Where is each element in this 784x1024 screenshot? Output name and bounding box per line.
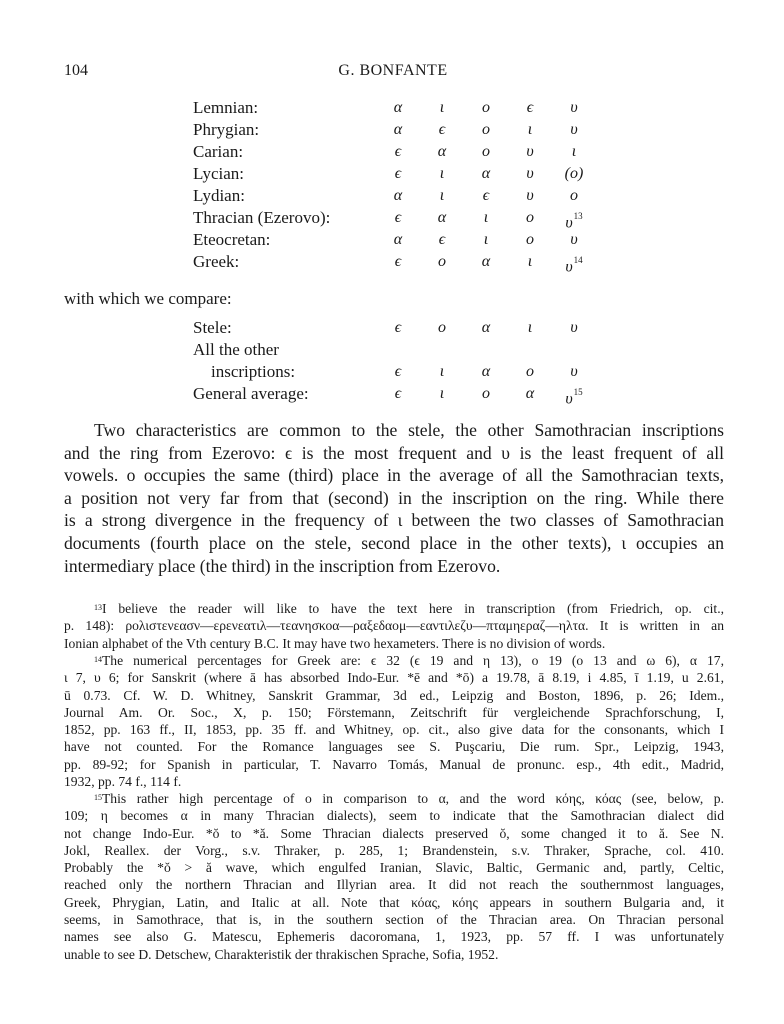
language-label: Lydian:: [193, 186, 245, 205]
footnote-line: [64, 756, 724, 773]
vowel-cell: [562, 383, 586, 410]
language-label: Carian:: [193, 142, 244, 161]
body-line: and the ring from Ezerovo: ϵ is the most frequent and υ is the least frequent of all: [64, 442, 724, 463]
vowel-cell: [474, 185, 498, 207]
vowel-cell: [386, 185, 410, 207]
language-label: Lemnian:: [193, 98, 259, 117]
vowel-cell: [474, 361, 498, 383]
vowel-cell: [386, 163, 410, 185]
vowel-cell: [474, 97, 498, 119]
footnote-line: [64, 669, 724, 686]
language-label: General average:: [193, 384, 309, 403]
footnote-15: [64, 790, 724, 963]
vowel-cell: [562, 185, 586, 207]
vowel-letter: ο: [482, 143, 490, 160]
footnote-number: 14: [94, 655, 102, 664]
vowel-letter: α: [393, 231, 403, 248]
vowel-letter: ο: [482, 385, 490, 402]
language-label: Phrygian:: [193, 120, 260, 139]
vowel-letter: ι: [527, 121, 533, 138]
vowel-letter: ι: [571, 143, 577, 160]
footnote-number: 15: [94, 793, 102, 802]
vowel-cell: [430, 383, 454, 405]
vowel-letter: ϵ: [394, 319, 402, 336]
footnote-line: [64, 687, 724, 704]
vowel-cell: [474, 207, 498, 229]
language-label: Eteocretan:: [193, 230, 271, 249]
footnote-text: ι 7, υ 6; for Sanskrit (where ā has absorbed Indo-Eur. *ē and *ō) a 19.78, ā 8.19, i 4.85, ī 1.19, u 2.61,: [64, 670, 724, 686]
vowel-letter: ϵ: [394, 363, 402, 380]
vowel-letter: α: [393, 121, 403, 138]
table-row: [0, 119, 784, 141]
body-line: intermediary place (the third) in the inscription from Ezerovo.: [64, 555, 501, 576]
vowel-cell: [562, 97, 586, 119]
running-head: G. BONFANTE: [338, 62, 448, 79]
vowel-letter: ο: [482, 121, 490, 138]
vowel-letter: ο: [482, 99, 490, 116]
table-row: [0, 185, 784, 207]
vowel-letter: ι: [483, 209, 489, 226]
page-header: [64, 62, 722, 84]
vowel-cell: [518, 207, 542, 229]
footnote-number: 13: [94, 603, 102, 612]
vowel-letter: ο: [526, 363, 534, 380]
vowel-cell: [386, 207, 410, 229]
table-row: [0, 361, 784, 383]
body-line: Two characteristics are common to the stele, the other Samothracian inscriptions: [94, 420, 724, 440]
vowel-letter: υ: [570, 99, 578, 116]
footnote-line: [64, 911, 724, 928]
footnote-text: 109; η becomes α in many Thracian dialects), seem to indicate that the Samothracian dialect did: [64, 808, 724, 824]
vowel-letter: α: [393, 187, 403, 204]
vowel-cell: [518, 141, 542, 163]
footnote-text: pp. 89-92; for Spanish in particular, T. Navarro Tomás, Manual de pronunc. esp., 4th edit., Madrid,: [64, 756, 724, 772]
footnote-14: [64, 652, 724, 790]
footnote-text: 1932, pp. 74 f., 114 f.: [64, 774, 182, 790]
footnote-text: Jokl, Reallex. der Vorg., s.v. Thraker, p. 285, 1; Brandenstein, s.v. Thraker, Sprache, col. 410.: [64, 842, 724, 858]
body-line: a position not very far from that (second) in the inscription on the ring. While there: [64, 487, 724, 508]
footnote-text: Ionian alphabet of the Vth century B.C. It may have two hexameters. There is no division of words.: [64, 635, 606, 651]
body-paragraph: [64, 419, 724, 577]
vowel-cell: [386, 317, 410, 339]
language-label: All the other: [193, 340, 279, 359]
body-line: documents (fourth place on the stele, second place in the other texts), ι occupies an: [64, 532, 724, 553]
language-label: Lycian:: [193, 164, 244, 183]
footnote-text: not change Indo-Eur. *ŏ to *ă. Some Thracian dialects preserved ŏ, some changed it to ă. See N.: [64, 825, 724, 841]
footnote-reference: 15: [573, 387, 583, 397]
vowel-letter: ο: [438, 253, 446, 270]
vowel-letter: ϵ: [394, 143, 402, 160]
footnote-line: [64, 738, 724, 755]
vowel-letter: υ: [565, 258, 573, 276]
vowel-cell: [518, 229, 542, 251]
table-row: [0, 97, 784, 119]
vowel-cell: [518, 383, 542, 405]
vowel-cell: [386, 361, 410, 383]
vowel-letter: ι: [439, 363, 445, 380]
footnote-reference: 14: [573, 255, 583, 265]
vowel-letter: ι: [439, 385, 445, 402]
footnote-text: I believe the reader will like to have the text here in transcription (from Friedrich, op. cit.,: [102, 601, 724, 616]
vowel-cell: [474, 317, 498, 339]
footnote-line: [64, 842, 724, 859]
vowel-cell: [386, 383, 410, 405]
vowel-letter: υ: [526, 143, 534, 160]
vowel-letter: α: [525, 385, 535, 402]
language-label: Greek:: [193, 252, 240, 271]
vowel-letter: α: [481, 253, 491, 270]
vowel-cell: [518, 185, 542, 207]
vowel-cell: [474, 163, 498, 185]
vowel-cell: [474, 141, 498, 163]
vowel-letter: ϵ: [394, 209, 402, 226]
vowel-cell: [430, 97, 454, 119]
footnote-text: Greek, Phrygian, Latin, and Italic at all. Note that κόας, κόης appears in southern Bulgaria and, it: [64, 894, 724, 910]
vowel-letter: ι: [483, 231, 489, 248]
vowel-cell: [430, 251, 454, 273]
footnote-text: Journal Am. Or. Soc., X, p. 150; Förstemann, Zeitschrift für vergleichende Sprachforschung, I,: [64, 704, 724, 720]
vowel-letter: ι: [439, 99, 445, 116]
footnote-text: names see also G. Matescu, Ephemeris dacoromana, 1, 1923, pp. 57 ff. I was unfortunately: [64, 929, 724, 945]
vowel-cell: [386, 97, 410, 119]
vowel-letter: υ: [570, 231, 578, 248]
vowel-cell: [474, 229, 498, 251]
vowel-cell: [562, 361, 586, 383]
footnote-line: [64, 635, 724, 652]
vowel-cell: [386, 141, 410, 163]
vowel-letter: υ: [570, 319, 578, 336]
footnote-reference: 13: [573, 211, 583, 221]
footnote-line: [64, 859, 724, 876]
vowel-cell: [518, 97, 542, 119]
vowel-letter: α: [437, 209, 447, 226]
vowel-cell: [562, 317, 586, 339]
vowel-letter: α: [437, 143, 447, 160]
vowel-letter: ο: [526, 209, 534, 226]
vowel-letter: ο: [438, 319, 446, 336]
vowel-letter: ϵ: [438, 231, 446, 248]
vowel-letter: ι: [439, 187, 445, 204]
footnote-text: reached only the northern Thracian and Illyrian area. It did not reach the southernmost languages,: [64, 877, 724, 893]
language-label: Thracian (Ezerovo):: [193, 208, 331, 227]
table-row: [0, 163, 784, 185]
footnote-line: [64, 825, 724, 842]
vowel-cell: [474, 251, 498, 273]
vowel-cell: [562, 141, 586, 163]
footnote-line: [64, 928, 724, 945]
footnote-line: [64, 721, 724, 738]
vowel-letter: (ο): [564, 165, 584, 182]
vowel-letter: α: [481, 165, 491, 182]
vowel-letter: ι: [527, 253, 533, 270]
vowel-letter: ϵ: [482, 187, 490, 204]
footnote-text: have not counted. For the Romance languages see S. Puşcariu, Die rum. Spr., Leipzig, 1943,: [64, 739, 724, 755]
compare-line: with which we compare:: [64, 289, 232, 308]
vowel-letter: υ: [565, 214, 573, 232]
footnote-line: [64, 894, 724, 911]
footnote-text: This rather high percentage of ο in comparison to α, and the word κόης, κόας (see, below, p.: [102, 791, 724, 806]
table-row: [0, 317, 784, 339]
vowel-cell: [518, 119, 542, 141]
vowel-cell: [430, 361, 454, 383]
language-label: inscriptions:: [211, 362, 296, 381]
vowel-letter: υ: [526, 165, 534, 182]
body-line: is a strong divergence in the frequency of ι between the two classes of Samothracian: [64, 510, 724, 531]
vowel-letter: ϵ: [394, 165, 402, 182]
vowel-letter: α: [481, 363, 491, 380]
table-row: [0, 141, 784, 163]
footnote-text: seems, in Samothrace, that is, in the southern section of the Thracian area. On Thracian personal: [64, 912, 724, 928]
vowel-cell: [518, 361, 542, 383]
vowel-letter: υ: [526, 187, 534, 204]
vowel-cell: [386, 119, 410, 141]
footnote-line: [64, 790, 724, 807]
vowel-letter: υ: [565, 390, 573, 408]
body-line: vowels. ο occupies the same (third) place in the average of all the Samothracian texts,: [64, 465, 724, 486]
table-row: [0, 383, 784, 408]
footnote-line: [64, 652, 724, 669]
vowel-letter: ϵ: [438, 121, 446, 138]
vowel-cell: [430, 163, 454, 185]
vowel-letter: ϵ: [394, 385, 402, 402]
vowel-letter: ι: [527, 319, 533, 336]
vowel-letter: α: [393, 99, 403, 116]
vowel-cell: [430, 185, 454, 207]
vowel-cell: [430, 119, 454, 141]
vowel-letter: α: [481, 319, 491, 336]
vowel-cell: [430, 229, 454, 251]
vowel-cell: [430, 141, 454, 163]
vowel-cell: [474, 383, 498, 405]
page-number: 104: [64, 62, 88, 79]
vowel-cell: [562, 251, 586, 278]
vowel-cell: [562, 119, 586, 141]
footnote-line: [64, 946, 724, 963]
vowel-letter: υ: [570, 363, 578, 380]
footnote-line: [64, 773, 724, 790]
vowel-cell: [562, 163, 586, 185]
footnote-text: Probably the *ŏ > ă wave, which engulfed Iranian, Slavic, Baltic, Germanic and, partly, Celtic,: [64, 860, 724, 876]
vowel-cell: [386, 251, 410, 273]
vowel-cell: [430, 317, 454, 339]
vowel-letter: ι: [439, 165, 445, 182]
footnote-line: [64, 807, 724, 824]
footnote-text: p. 148): ρολιστενεασν—ερενεατιλ—τεανησκοα—ραξεδαομ—εαντιλεζυ—πταμηεραζ—ηλτα. It is written in an: [64, 618, 724, 634]
vowel-letter: ο: [526, 231, 534, 248]
vowel-cell: [386, 229, 410, 251]
vowel-letter: ο: [570, 187, 578, 204]
vowel-letter: υ: [570, 121, 578, 138]
footnote-text: ū 0.73. Cf. W. D. Whitney, Sanskrit Grammar, 3d ed., Leipzig and Boston, 1896, p. 26; Idem.,: [64, 687, 724, 703]
language-label: Stele:: [193, 318, 232, 337]
footnote-line: [64, 876, 724, 893]
footnote-13: [64, 600, 724, 652]
table-row: [0, 229, 784, 251]
footnote-text: 1852, pp. 163 ff., II, 1853, pp. 35 ff. and Whitney, op. cit., also give data for the consonants, which I: [64, 722, 724, 738]
table-row: [0, 251, 784, 276]
vowel-cell: [518, 317, 542, 339]
vowel-cell: [518, 163, 542, 185]
vowel-cell: [562, 229, 586, 251]
footnote-line: [64, 617, 724, 634]
table-row: [0, 339, 784, 361]
footnote-line: [64, 600, 724, 617]
vowel-cell: [474, 119, 498, 141]
vowel-letter: ϵ: [394, 253, 402, 270]
footnote-line: [64, 704, 724, 721]
table-row: [0, 207, 784, 232]
footnote-text: The numerical percentages for Greek are: ϵ 32 (ϵ 19 and η 13), ο 19 (ο 13 and ω 6), α 17,: [102, 653, 724, 668]
vowel-cell: [518, 251, 542, 273]
vowel-letter: ϵ: [526, 99, 534, 116]
footnote-text: unable to see D. Detschew, Charakteristik der thrakischen Sprache, Sofia, 1952.: [64, 946, 499, 962]
vowel-cell: [430, 207, 454, 229]
